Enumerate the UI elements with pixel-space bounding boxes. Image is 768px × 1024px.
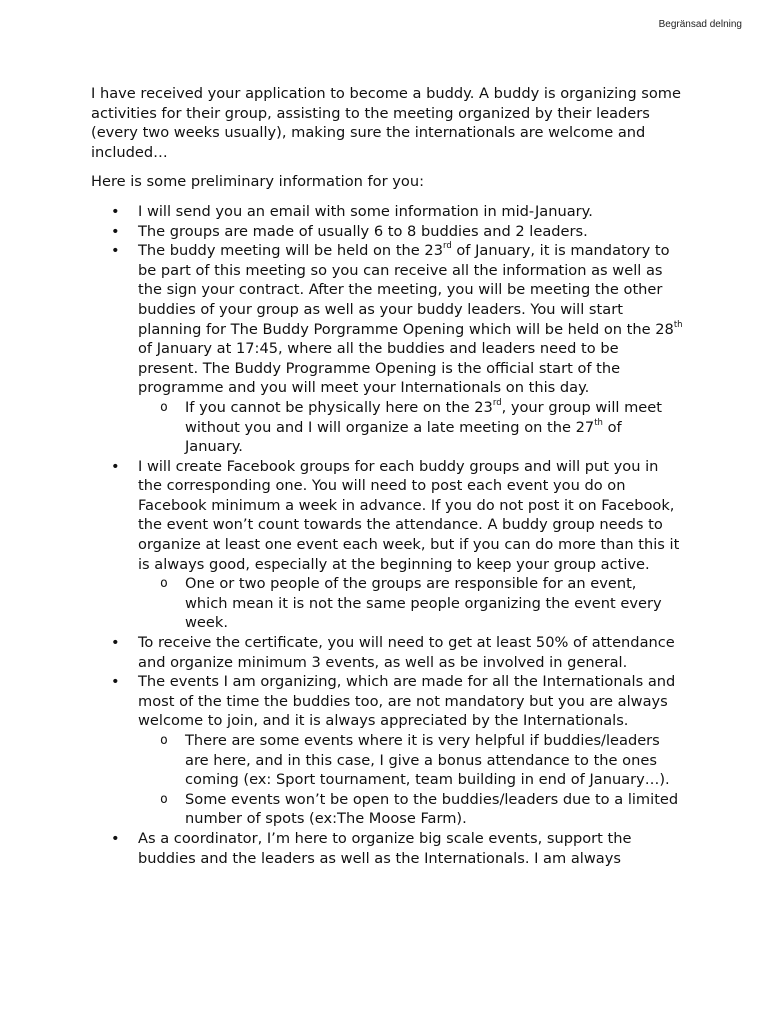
list-item: • To receive the certificate, you will need to get at least 50% of attendance and organize minimum 3 events, as well as be involved in general. <box>91 633 683 672</box>
sub-list-item: o Some events won’t be open to the buddies/leaders due to a limited number of spots (ex:The Moose Farm). <box>138 790 683 829</box>
sub-list <box>138 398 683 457</box>
list-item: • I will create Facebook groups for each buddy groups and will put you in the corresponding one. You will need to post each event you do on Facebook minimum a week in advance. If you do not post it on Facebook, the event won’t count towards the attendance. A buddy group needs to organize at least one event each week, but if you can do more than this it is always good, especially at the beginning to keep your group active. o One or two people of the groups are responsible for an event, which mean it is not the same people organizing the event every week. <box>91 457 683 633</box>
bullet-list <box>91 202 683 868</box>
document-body <box>91 84 683 868</box>
sub-list <box>138 731 683 829</box>
list-item: • The groups are made of usually 6 to 8 buddies and 2 leaders. <box>91 222 683 242</box>
sub-list-item: o If you cannot be physically here on the 23rd, your group will meet without you and I will organize a late meeting on the 27th of January. <box>138 398 683 457</box>
list-item: • The events I am organizing, which are made for all the Internationals and most of the time the buddies too, are not mandatory but you are always welcome to join, and it is always appreciated by the Internationals. o There are some events where it is very helpful if buddies/leaders are here, and in this case, I give a bonus attendance to the ones coming (ex: Sport tournament, team building in end of January…). o Some events won’t be open to the buddies/leaders due to a limited number of spots (ex:The Moose Farm). <box>91 672 683 829</box>
sub-list <box>138 574 683 633</box>
list-item: • I will send you an email with some information in mid-January. <box>91 202 683 222</box>
preliminary-paragraph: Here is some preliminary information for you: <box>91 173 424 191</box>
sensitivity-label: Begränsad delning <box>658 19 742 30</box>
list-item: • As a coordinator, I’m here to organize big scale events, support the buddies and the leaders as well as the Internationals. I am always <box>91 829 683 868</box>
intro-paragraph: I have received your application to become a buddy. A buddy is organizing some activities for their group, assisting to the meeting organized by their leaders (every two weeks usually), making sure the internationals are welcome and included… <box>91 85 681 161</box>
list-item: • The buddy meeting will be held on the 23rd of January, it is mandatory to be part of this meeting so you can receive all the information as well as the sign your contract. After the meeting, you will be meeting the other buddies of your group as well as your buddy leaders. You will start planning for The Buddy Porgramme Opening which will be held on the 28th of January at 17:45, where all the buddies and leaders need to be present. The Buddy Programme Opening is the official start of the programme and you will meet your Internationals on this day. o If you cannot be physically here on the 23rd, your group will meet without you and I will organize a late meeting on the 27th of January. <box>91 241 683 457</box>
sub-list-item: o There are some events where it is very helpful if buddies/leaders are here, and in this case, I give a bonus attendance to the ones coming (ex: Sport tournament, team building in end of January…). <box>138 731 683 790</box>
sub-list-item: o One or two people of the groups are responsible for an event, which mean it is not the same people organizing the event every week. <box>138 574 683 633</box>
